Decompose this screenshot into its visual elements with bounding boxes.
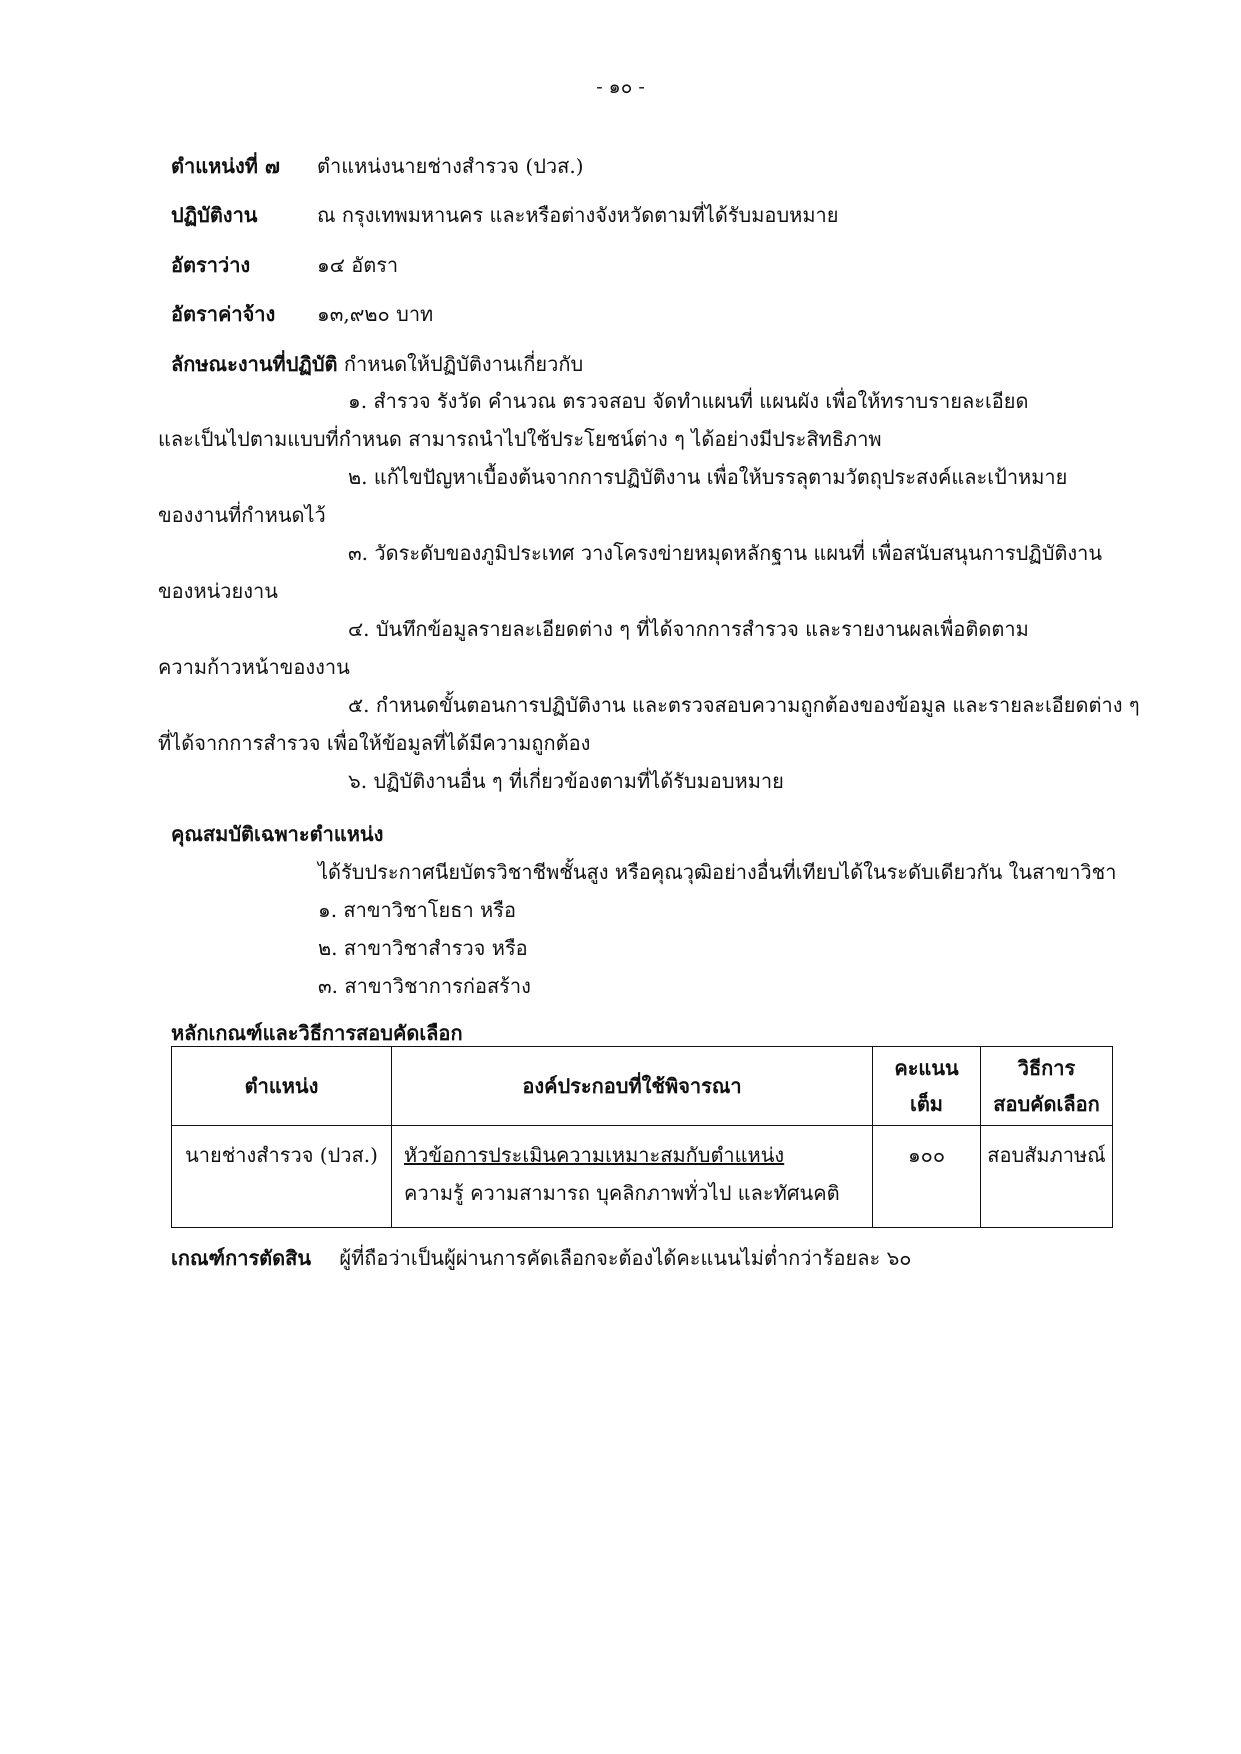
qualifications-heading: คุณสมบัติเฉพาะตำแหน่ง — [171, 822, 384, 846]
duty-line: ความก้าวหน้าของงาน — [158, 655, 350, 679]
salary-value: ๑๓,๙๒๐ บาท — [317, 302, 434, 326]
header-score — [873, 1047, 981, 1126]
decision-line — [171, 1242, 912, 1274]
qualifications-intro: ได้รับประกาศนียบัตรวิชาชีพชั้นสูง หรือคุณวุฒิอย่างอื่นที่เทียบได้ในระดับเดียวกัน ในสาขาวิชา — [318, 860, 1117, 884]
header-method — [981, 1047, 1113, 1126]
cell-method: สอบสัมภาษณ์ — [981, 1126, 1113, 1228]
duties-intro: กำหนดให้ปฏิบัติงานเกี่ยวกับ — [343, 352, 584, 376]
duty-line: ๓. วัดระดับของภูมิประเทศ วางโครงข่ายหมุดหลักฐาน แผนที่ เพื่อสนับสนุนการปฏิบัติงาน — [348, 541, 1103, 565]
header-score-line1: คะแนน — [894, 1056, 959, 1080]
duties-heading-line — [171, 348, 583, 380]
vacancy-value: ๑๔ อัตรา — [317, 253, 399, 277]
duty-line: ๑. สำรวจ รังวัด คำนวณ ตรวจสอบ จัดทำแผนที่ แผนผัง เพื่อให้ทราบรายละเอียด — [348, 389, 1029, 413]
duty-line: ของงานที่กำหนดไว้ — [158, 503, 326, 527]
header-components: องค์ประกอบที่ใช้พิจารณา — [392, 1047, 873, 1126]
criteria-table — [171, 1046, 1113, 1228]
decision-label: เกณฑ์การตัดสิน — [171, 1246, 312, 1270]
page-number: - ๑๐ - — [596, 76, 645, 98]
duty-line: ๒. แก้ไขปัญหาเบื้องต้นจากการปฏิบัติงาน เพื่อให้บรรลุตามวัตถุประสงค์และเป้าหมาย — [348, 465, 1068, 489]
header-method-line1: วิธีการ — [1017, 1056, 1076, 1080]
duty-line: ของหน่วยงาน — [158, 579, 278, 603]
decision-text: ผู้ที่ถือว่าเป็นผู้ผ่านการคัดเลือกจะต้องได้คะแนนไม่ต่ำกว่าร้อยละ ๖๐ — [339, 1246, 912, 1270]
qualification-item: ๒. สาขาวิชาสำรวจ หรือ — [318, 936, 528, 960]
cell-components — [392, 1126, 873, 1228]
workplace-value: ณ กรุงเทพมหานคร และหรือต่างจังหวัดตามที่ได้รับมอบหมาย — [317, 203, 839, 227]
workplace-label: ปฏิบัติงาน — [171, 203, 258, 227]
duty-line: ที่ได้จากการสำรวจ เพื่อให้ข้อมูลที่ได้มีความถูกต้อง — [158, 731, 591, 755]
position-value: ตำแหน่งนายช่างสำรวจ (ปวส.) — [317, 154, 584, 178]
component-detail: ความรู้ ความสามารถ บุคลิกภาพทั่วไป และทัศนคติ — [404, 1181, 840, 1205]
cell-score: ๑๐๐ — [873, 1126, 981, 1228]
position-label: ตำแหน่งที่ ๗ — [171, 154, 280, 178]
header-score-line2: เต็ม — [909, 1092, 943, 1116]
table-header-row — [172, 1047, 1113, 1126]
duties-heading: ลักษณะงานที่ปฏิบัติ — [171, 352, 338, 376]
salary-label: อัตราค่าจ้าง — [171, 302, 276, 326]
criteria-heading: หลักเกณฑ์และวิธีการสอบคัดเลือก — [171, 1021, 463, 1045]
qualification-item: ๑. สาขาวิชาโยธา หรือ — [318, 898, 516, 922]
duty-line: ๔. บันทึกข้อมูลรายละเอียดต่าง ๆ ที่ได้จากการสำรวจ และรายงานผลเพื่อติดตาม — [348, 617, 1029, 641]
header-position: ตำแหน่ง — [172, 1047, 392, 1126]
duty-line: ๖. ปฏิบัติงานอื่น ๆ ที่เกี่ยวข้องตามที่ได้รับมอบหมาย — [348, 769, 784, 793]
component-title: หัวข้อการประเมินความเหมาะสมกับตำแหน่ง — [404, 1143, 785, 1167]
table-row — [172, 1126, 1113, 1228]
cell-position: นายช่างสำรวจ (ปวส.) — [172, 1126, 392, 1228]
header-method-line2: สอบคัดเลือก — [993, 1092, 1100, 1116]
duty-line: และเป็นไปตามแบบที่กำหนด สามารถนำไปใช้ประโยชน์ต่าง ๆ ได้อย่างมีประสิทธิภาพ — [158, 427, 882, 451]
qualification-item: ๓. สาขาวิชาการก่อสร้าง — [318, 974, 531, 998]
vacancy-label: อัตราว่าง — [171, 253, 251, 277]
duty-line: ๕. กำหนดขั้นตอนการปฏิบัติงาน และตรวจสอบความถูกต้องของข้อมูล และรายละเอียดต่าง ๆ — [348, 693, 1140, 717]
